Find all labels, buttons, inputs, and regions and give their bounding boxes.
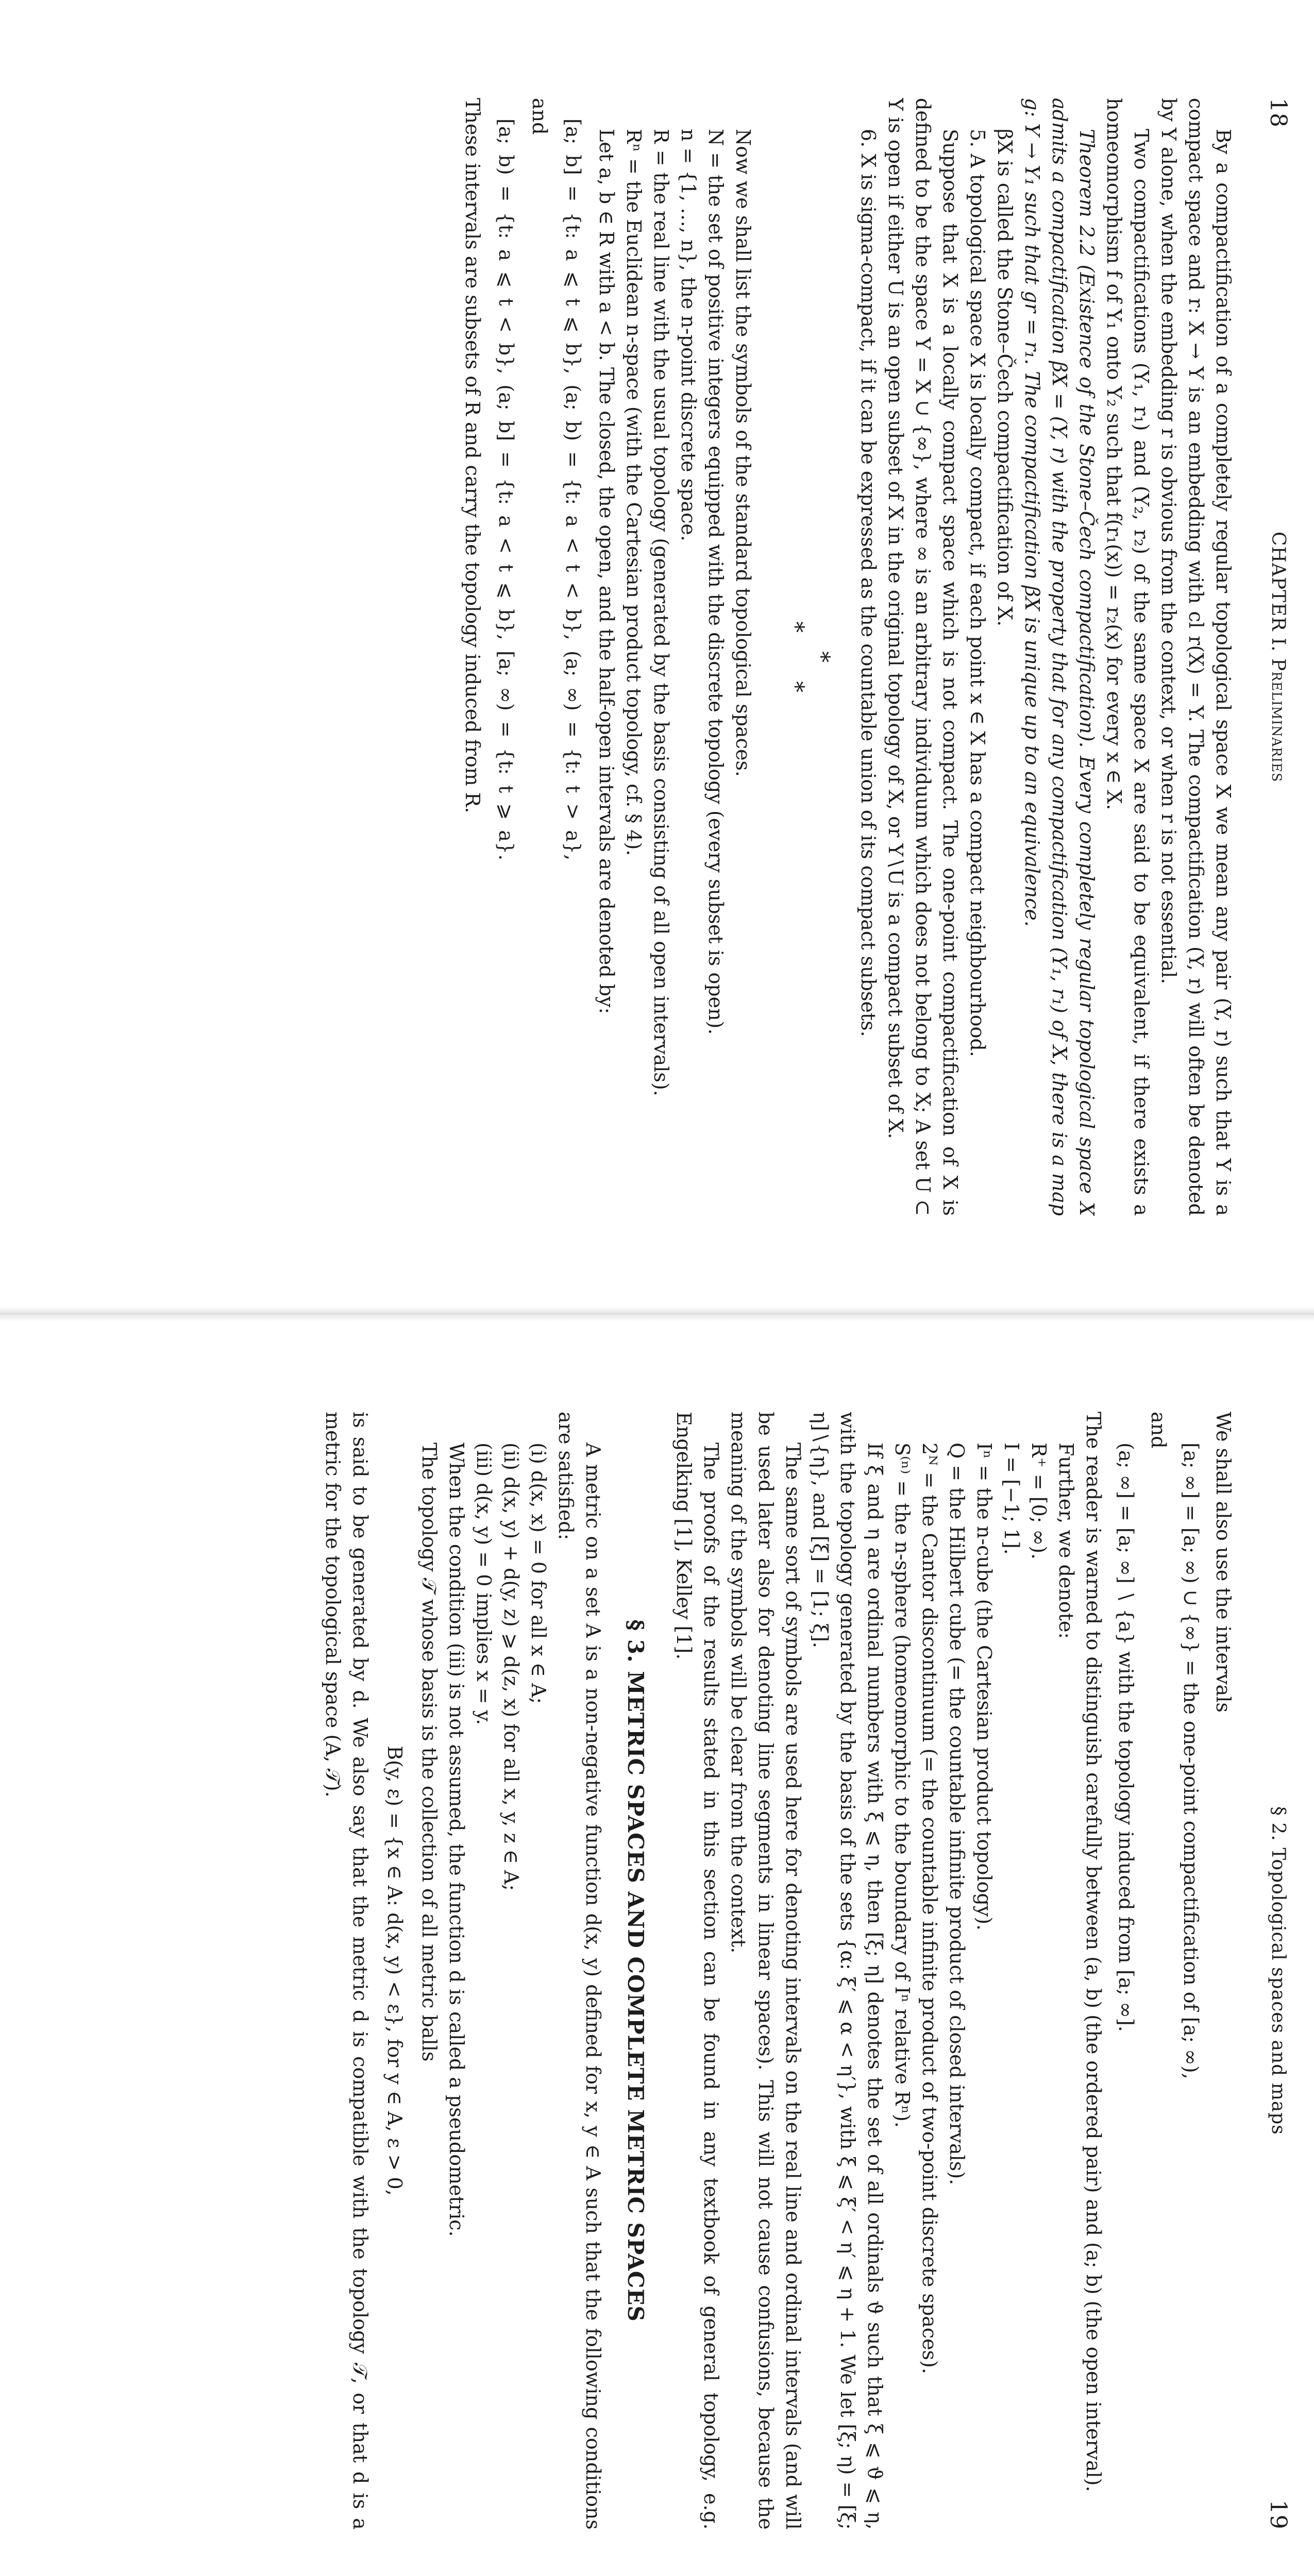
symbol-euclidean: Rⁿ = the Euclidean n-space (with the Cartesian product topology, cf. § 4). <box>622 129 645 856</box>
intervals-closing: These intervals are subsets of R and carry the topology induced from R. <box>461 98 484 814</box>
pseudometric-paragraph: When the condition (iii) is not assumed, the function d is called a pseudometric. <box>445 1443 468 2237</box>
section-break-stars <box>782 98 834 1216</box>
and-connector: and <box>528 98 551 135</box>
paragraph-one-point: Suppose that X is a locally compact space which is not compact. The one-point compactification of X is defined to be the space Y = X ∪ {∞}, where ∞ is an arbitrary individuum which does not belong to X; A set U ⊂ Y is open if either U is an open subset of X in the original topology of X, or Y∖U is a compact subset of X. <box>884 98 962 1216</box>
symbol-hilbert-cube: Q = the Hilbert cube (= the countable infinite product of closed intervals). <box>946 1443 968 2185</box>
symbols-intro: Now we shall list the symbols of the standard topological spaces. <box>732 129 754 777</box>
paragraph-equivalent: Two compactifications (Y₁, r₁) and (Y₂, r₂) of the same space X are said to be equivalent, if there exists a homeomorphism f of Y₁ onto Y₂ such that f(r₁(x)) = r₂(x) for every x ∈ X. <box>1103 98 1153 1216</box>
metric-balls-paragraph: The topology 𝒯 whose basis is the collection of all metric balls <box>418 1443 441 2062</box>
paragraph-sigma-compact: 6. X is sigma-compact, if it can be expressed as the countable union of its compact subsets. <box>857 129 880 1037</box>
symbol-r-plus: R⁺ = [0; ∞). <box>1027 1443 1050 1560</box>
proofs-paragraph: The proofs of the results stated in this section can be found in any textbook of general topology, e.g. Engelking [1], Kelley [1]. <box>672 1412 722 2530</box>
generated-paragraph: is said to be generated by d. We also say that the metric d is compatible with the topology 𝒯, or that d is a metric for the topological space (A, 𝒯). <box>322 1412 372 2530</box>
paragraph-compactification: By a compactification of a completely regular topological space X we mean any pair (Y, r) such that Y is a compact space and r: X → Y is an embedding with cl r(X) = Y. The compactification (Y, r) will often be denoted by Y alone, when the embedding r is obvious from the context, or when r is not essential. <box>1157 98 1235 1216</box>
left-text-block <box>36 98 1237 1216</box>
symbol-real-line: R = the real line with the usual topology (generated by the basis consisting of all open intervals). <box>650 129 672 1096</box>
theorem-2-2: Theorem 2.2 (Existence of the Stone–Čech compactification). Every completely regular topological space X admits a compactification βX = (Y, r) with the property that for any compactification (Y₁, r₁) of X, there is a map g: Y → Y₁ such that gr = r₁. The compactification βX is unique up to an equivalence. <box>1021 98 1098 1216</box>
metric-definition: A metric on a set A is a non-negative function d(x, y) defined for x, y ∈ A such that the following conditions are satisfied: <box>554 1412 604 2530</box>
warning-paragraph: The reader is warned to distinguish carefully between (a, b) (the ordered pair) and (a; b) (the open interval). <box>1082 1412 1105 2492</box>
right-running-head <box>1265 1412 1291 2530</box>
symbol-n-integers: N = the set of positive integers equipped with the discrete topology (every subset is open). <box>704 129 727 1035</box>
paragraph-locally-compact: 5. A topological space X is locally compact, if each point x ∈ X has a compact neighbourhood. <box>966 129 989 1057</box>
extended-interval-display-2: (a; ∞] = [a; ∞] ∖ {a} with the topology induced from [a; ∞]. <box>1115 1443 1137 2032</box>
section-title: § 3. METRIC SPACES AND COMPLETE METRIC SPACES <box>623 1619 648 2322</box>
right-running-title: § 2. Topological spaces and maps <box>1268 1806 1289 2135</box>
ball-formula: B(y, ε) = {x ∈ A: d(x, y) < ε}, for y ∈ A, ε > 0, <box>383 1745 406 2196</box>
same-symbols-paragraph: The same sort of symbols are used here for denoting intervals on the real line and ordinal intervals (and will be used later also for denoting line segments in linear spaces). This will not cause confusions, because the meaning of the symbols will be clear from the context. <box>727 1412 804 2530</box>
paragraph-beta-x: βX is called the Stone–Čech compactification of X. <box>993 129 1016 626</box>
left-page-number: 18 <box>1265 98 1291 128</box>
condition-ii: (ii) d(x, y) + d(y, z) ⩾ d(z, x) for all x, y, z ∈ A; <box>500 1443 523 1891</box>
symbol-n-point: n = {1, …, n}, the n-point discrete space. <box>677 129 700 541</box>
interval-display-2: [a; b) = {t: a ⩽ t < b}, (a; b] = {t: a < t ⩽ b}, [a; ∞) = {t: t ⩾ a}. <box>495 118 517 861</box>
ordinals-paragraph: If ξ and η are ordinal numbers with ξ ⩽ η, then [ξ; η] denotes the set of all ordinals ϑ such that ξ ⩽ ϑ ⩽ η, with the topology generated by the basis of the sets {α: ξ′ ⩽ α < η′}, with ξ ⩽ ξ′ < η′ ⩽ η + 1. We let [ξ; η) = [ξ; η]∖{η}, and [ξ] = [1; ξ]. <box>809 1412 886 2530</box>
stars-row-2: * * <box>782 621 808 692</box>
further-denote: Further, we denote: <box>1055 1443 1077 1639</box>
intervals-intro: Let a, b ∈ R with a < b. The closed, the open, and the half-open intervals are denoted by: <box>595 129 618 1014</box>
right-page <box>0 1314 1314 2576</box>
right-page-number: 19 <box>1265 2500 1291 2530</box>
symbol-interval-i: I = [−1; 1]. <box>1000 1443 1023 1555</box>
left-running-title: CHAPTER I. Preliminaries <box>1268 531 1289 783</box>
intervals-intro-right: We shall also use the intervals <box>1212 1412 1235 1713</box>
standard-spaces-list <box>620 98 729 1216</box>
symbol-cantor: 2ᴺ = the Cantor discontinuum (= the countable infinite product of two-point discrete spaces). <box>918 1443 941 2375</box>
condition-iii: (iii) d(x, y) = 0 implies x = y. <box>473 1443 495 1725</box>
interval-display-1: [a; b] = {t: a ⩽ t ⩽ b}, (a; b) = {t: a < t < b}, (a; ∞) = {t: t > a}, <box>562 118 584 861</box>
and-connector-right: and <box>1147 1412 1170 1449</box>
further-symbols-list <box>888 1412 1052 2530</box>
extended-interval-display-1: [a; ∞] = [a; ∞) ∪ {∞} = the one-point compactification of [a; ∞), <box>1180 1443 1202 2079</box>
symbol-n-cube: Iⁿ = the n-cube (the Cartesian product topology). <box>973 1443 996 1931</box>
left-running-head <box>1265 98 1291 1216</box>
right-text-block <box>36 1412 1237 2530</box>
condition-i: (i) d(x, x) = 0 for all x ∈ A; <box>527 1443 550 1704</box>
symbol-n-sphere: S⁽ⁿ⁾ = the n-sphere (homeomorphic to the boundary of Iⁿ relative Rⁿ). <box>891 1443 914 2128</box>
stars-row-1: * <box>808 651 834 663</box>
metric-conditions <box>470 1412 552 2530</box>
